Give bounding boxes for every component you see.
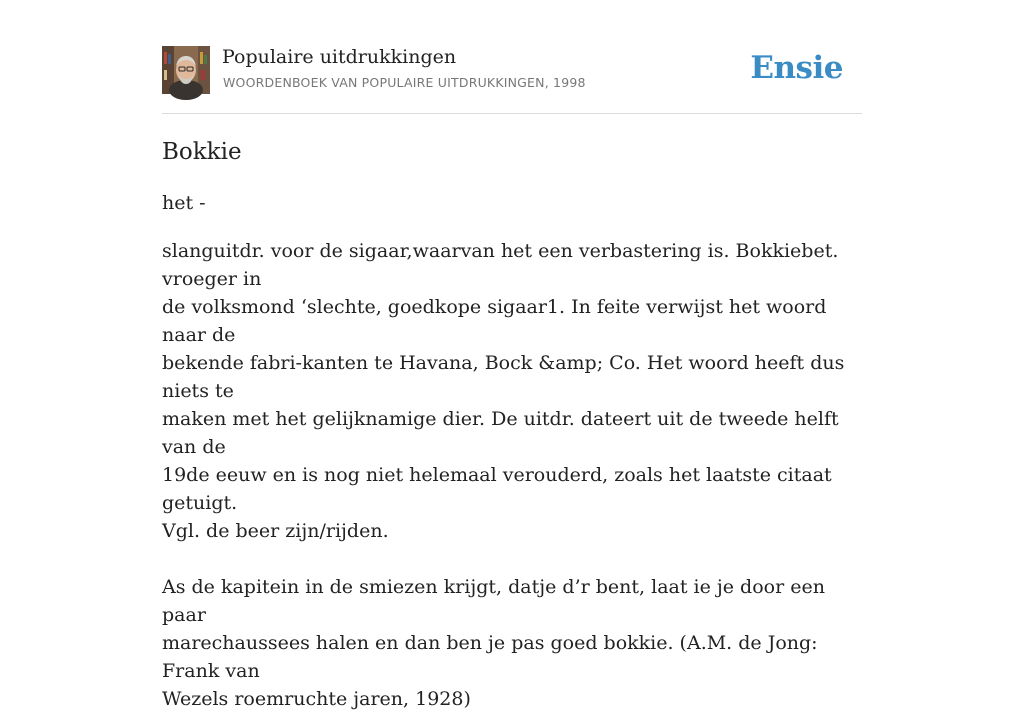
quote-text: As de kapitein in de smiezen krijgt, datje d’r bent, laat ie je door een paar marechaussees halen en dan ben je pas goed bokkie. (A.M. de Jong: Frank van Wezels roemruchte jaren, 1928) [162,576,825,710]
entry-body [162,237,862,713]
entry-page [162,0,862,710]
source-title[interactable]: Populaire uitdrukkingen [222,46,457,68]
ensie-logo[interactable]: Ensie [750,50,843,86]
definition-text: slanguitdr. voor de sigaar,waarvan het een verbastering is. Bokkiebet. vroeger in de volksmond ‘slechte, goedkope sigaar1. In feite verwijst het woord naar de bekende fabri-kanten te Havana, Bock &amp; Co. Het woord heeft dus niets te maken met het gelijknamige dier. De uitdr. dateert uit de tweede helft van de 19de eeuw en is nog niet helemaal verouderd, zoals het laatste citaat getuigt. Vgl. de beer zijn/rijden. [162,240,845,542]
entry-title: Bokkie [162,139,242,165]
grammar-label: het - [162,192,206,214]
source-header [162,0,862,114]
author-portrait-icon[interactable] [162,46,210,94]
source-subtitle: WOORDENBOEK VAN POPULAIRE UITDRUKKINGEN, 1998 [223,75,586,90]
